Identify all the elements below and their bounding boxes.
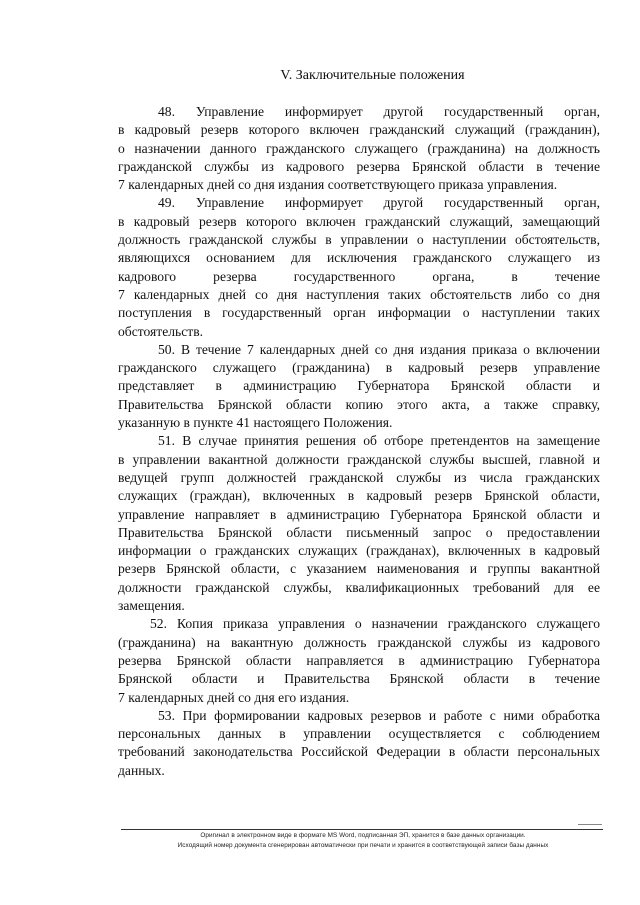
section-title: V. Заключительные положения (280, 68, 465, 83)
paragraph-line: 51. В случае принятия решения об отборе претендентов на замещение (158, 433, 600, 449)
paragraph-line: должность гражданской службы в управлении о наступлении обстоятельств, (118, 232, 600, 248)
paragraph-line: Брянской области и Правительства Брянской области в течение (118, 671, 600, 687)
paragraph-line: кадрового резерва государственного органа, в течение (118, 268, 600, 284)
paragraph-line: в кадровый резерв которого включен гражданский служащий (гражданин), (118, 122, 600, 138)
paragraph-line: гражданского служащего (гражданина) в кадровый резерв управление (118, 360, 600, 376)
paragraph-line: 7 календарных дней со дня издания соответствующего приказа управления. (118, 177, 558, 193)
paragraph-line: должности гражданской службы, квалификационных требований для ее (118, 579, 600, 595)
paragraph-line: замещения. (118, 598, 185, 614)
footer-note-outgoing-number: Исходящий номер документа сгенерирован автоматически при печати и хранится в соответствующей записи базы данных (177, 842, 549, 849)
paragraph-line: 52. Копия приказа управления о назначении гражданского служащего (150, 616, 600, 632)
paragraph-line: 53. При формировании кадровых резервов и работе с ними обработка (158, 707, 600, 723)
paragraph-line: являющихся основанием для исключения гражданского служащего из (118, 250, 600, 266)
paragraph-line: служащих (граждан), включенных в кадровый резерв Брянской области, (118, 488, 600, 504)
paragraph-line: Правительства Брянской области копию этого акта, а также справку, (118, 396, 600, 412)
footer-note-original: Оригинал в электронном виде в формате MS Word, подписанная ЭП, хранится в базе данных организации. (200, 832, 526, 839)
paragraph-line: о назначении данного гражданского служащего (гражданина) на должность (118, 140, 600, 156)
paragraph-line: 48. Управление информирует другой государственный орган, (158, 104, 600, 119)
paragraph-line: информации о гражданских служащих (гражданах), включенных в кадровый (118, 543, 600, 559)
paragraph (118, 103, 600, 194)
document-body (118, 103, 600, 780)
paragraph-line: управление направляет в администрацию Губернатора Брянской области и (118, 506, 600, 522)
paragraph-line: резерв Брянской области, с указанием наименования и группы вакантной (118, 561, 600, 577)
paragraph-line: гражданской службы из кадрового резерва Брянской области в течение (118, 158, 600, 174)
paragraph-line: в кадровый резерв которого включен гражданский служащий, замещающий (118, 213, 600, 229)
paragraph-line: резерва Брянской области направляется в администрацию Губернатора (118, 652, 600, 668)
paragraph-line: данных. (118, 762, 165, 778)
paragraph-line: поступления в государственный орган информации о наступлении таких (118, 305, 600, 321)
paragraph (118, 194, 600, 340)
paragraph-line: 7 календарных дней со дня наступления таких обстоятельств либо со дня (118, 286, 600, 302)
paragraph-line: обстоятельств. (118, 323, 204, 339)
paragraph-line: ведущей групп должностей гражданской службы из числа гражданских (118, 469, 600, 485)
paragraph (118, 432, 600, 615)
paragraph-line: 7 календарных дней со дня его издания. (118, 689, 350, 705)
footer-divider (121, 829, 603, 830)
paragraph (118, 341, 600, 432)
paragraph-line: (гражданина) на вакантную должность гражданской службы из кадрового (118, 634, 600, 650)
paragraph-line: персональных данных в управлении осуществляется с соблюдением (118, 726, 600, 742)
paragraph-line: требований законодательства Российской Федерации в области персональных (118, 744, 600, 760)
paragraph-line: представляет в администрацию Губернатора Брянской области и (118, 378, 600, 394)
paragraph-line: 49. Управление информирует другой государственный орган, (158, 195, 600, 211)
paragraph-line: Правительства Брянской области письменный запрос о предоставлении (118, 524, 600, 540)
paragraph (118, 707, 600, 780)
paragraph-line: в управлении вакантной должности гражданской службы высшей, главной и (118, 451, 600, 467)
paragraph-line: 50. В течение 7 календарных дней со дня издания приказа о включении (158, 341, 600, 357)
paragraph (118, 615, 600, 706)
paragraph-line: указанную в пункте 41 настоящего Положения. (118, 415, 393, 431)
footer-mark (578, 824, 602, 825)
